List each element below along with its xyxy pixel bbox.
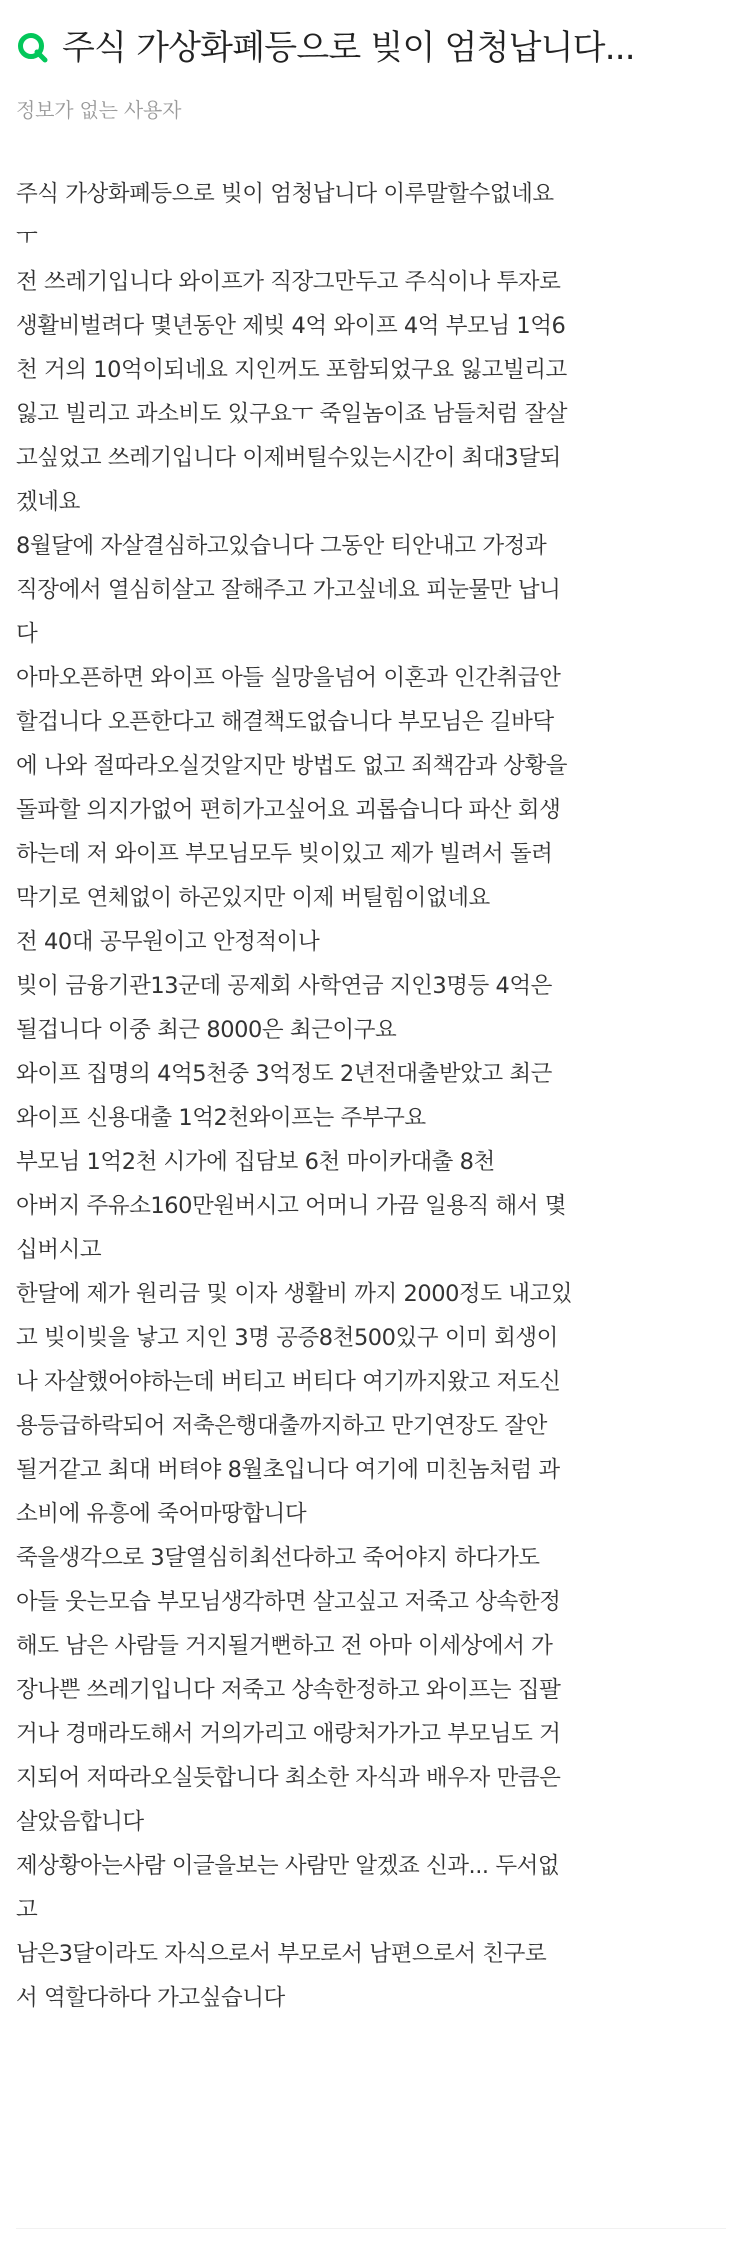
title-row xyxy=(16,24,726,72)
body-line: 빚이 금융기관13군데 공제회 사학연금 지인3명등 4억은 xyxy=(16,973,552,999)
body-line: 나 자살했어야하는데 버티고 버티다 여기까지왔고 저도신 xyxy=(16,1369,561,1395)
body-line: 용등급하락되어 저축은행대출까지하고 만기연장도 잘안 xyxy=(16,1413,547,1439)
body-line: 살았음합니다 xyxy=(16,1809,144,1835)
question-header xyxy=(16,24,726,124)
body-line: 전 쓰레기입니다 와이프가 직장그만두고 주식이나 투자로 xyxy=(16,269,561,295)
body-line: 될거같고 최대 버텨야 8월초입니다 여기에 미친놈처럼 과 xyxy=(16,1457,560,1483)
body-line: 아마오픈하면 와이프 아들 실망을넘어 이혼과 인간취급안 xyxy=(16,665,561,691)
body-line: 와이프 신용대출 1억2천와이프는 주부구요 xyxy=(16,1105,426,1131)
body-line: 남은3달이라도 자식으로서 부모로서 남편으로서 친구로 xyxy=(16,1941,547,1967)
body-line: 생활비벌려다 몇년동안 제빚 4억 와이프 4억 부모님 1억6 xyxy=(16,313,566,339)
body-line: 와이프 집명의 4억5천중 3억정도 2년전대출받았고 최근 xyxy=(16,1061,552,1087)
body-line: 부모님 1억2천 시가에 집담보 6천 마이카대출 8천 xyxy=(16,1149,495,1175)
body-line: 에 나와 절따라오실것알지만 방법도 없고 죄책감과 상황을 xyxy=(16,753,568,779)
body-line: 8월달에 자살결심하고있습니다 그동안 티안내고 가정과 xyxy=(16,533,547,559)
search-q-icon xyxy=(16,31,50,65)
body-line: 제상황아는사람 이글을보는 사람만 알겠죠 신과... 두서없 xyxy=(16,1853,560,1879)
body-line: 소비에 유흥에 죽어마땅합니다 xyxy=(16,1501,307,1527)
body-line: 다 xyxy=(16,621,38,647)
body-line: 주식 가상화폐등으로 빚이 엄청납니다 이루말할수없네요 xyxy=(16,181,554,207)
body-line: 아들 웃는모습 부모님생각하면 살고싶고 저죽고 상속한정 xyxy=(16,1589,561,1615)
body-line: ㅜ xyxy=(16,225,38,251)
body-line: 죽을생각으로 3달열심히최선다하고 죽어야지 하다가도 xyxy=(16,1545,540,1571)
body-line: 막기로 연체없이 하곤있지만 이제 버틸힘이없네요 xyxy=(16,885,490,911)
body-line: 할겁니다 오픈한다고 해결책도없습니다 부모님은 길바닥 xyxy=(16,709,554,735)
body-line: 해도 남은 사람들 거지될거뻔하고 전 아마 이세상에서 가 xyxy=(16,1633,553,1659)
body-line: 하는데 저 와이프 부모님모두 빚이있고 제가 빌려서 돌려 xyxy=(16,841,553,867)
question-body xyxy=(16,172,721,2020)
body-line: 고 xyxy=(16,1897,38,1923)
body-line: 전 40대 공무원이고 안정적이나 xyxy=(16,929,320,955)
bottom-divider xyxy=(16,2228,726,2229)
body-line: 돌파할 의지가없어 편히가고싶어요 괴롭습니다 파산 회생 xyxy=(16,797,561,823)
body-line: 잃고 빌리고 과소비도 있구요ㅜ 죽일놈이죠 남들처럼 잘살 xyxy=(16,401,568,427)
body-line: 장나쁜 쓰레기입니다 저죽고 상속한정하고 와이프는 집팔 xyxy=(16,1677,561,1703)
body-line: 직장에서 열심히살고 잘해주고 가고싶네요 피눈물만 납니 xyxy=(16,577,561,603)
body-line: 천 거의 10억이되네요 지인꺼도 포함되었구요 잃고빌리고 xyxy=(16,357,567,383)
question-title: 주식 가상화폐등으로 빚이 엄청납니다... xyxy=(62,28,635,68)
body-line: 고 빚이빚을 낳고 지인 3명 공증8천500있구 이미 회생이 xyxy=(16,1325,558,1351)
body-line: 아버지 주유소160만원버시고 어머니 가끔 일용직 해서 몇 xyxy=(16,1193,567,1219)
body-line: 거나 경매라도해서 거의가리고 애랑처가가고 부모님도 거 xyxy=(16,1721,561,1747)
body-line: 지되어 저따라오실듯합니다 최소한 자식과 배우자 만큼은 xyxy=(16,1765,561,1791)
body-line: 십버시고 xyxy=(16,1237,102,1263)
body-line: 한달에 제가 원리금 및 이자 생활비 까지 2000정도 내고있 xyxy=(16,1281,573,1307)
body-line: 될겁니다 이중 최근 8000은 최근이구요 xyxy=(16,1017,397,1043)
author-label: 정보가 없는 사용자 xyxy=(16,98,182,122)
body-line: 고싶었고 쓰레기입니다 이제버틸수있는시간이 최대3달되 xyxy=(16,445,561,471)
body-line: 겠네요 xyxy=(16,489,80,515)
body-line: 서 역할다하다 가고싶습니다 xyxy=(16,1985,285,2011)
